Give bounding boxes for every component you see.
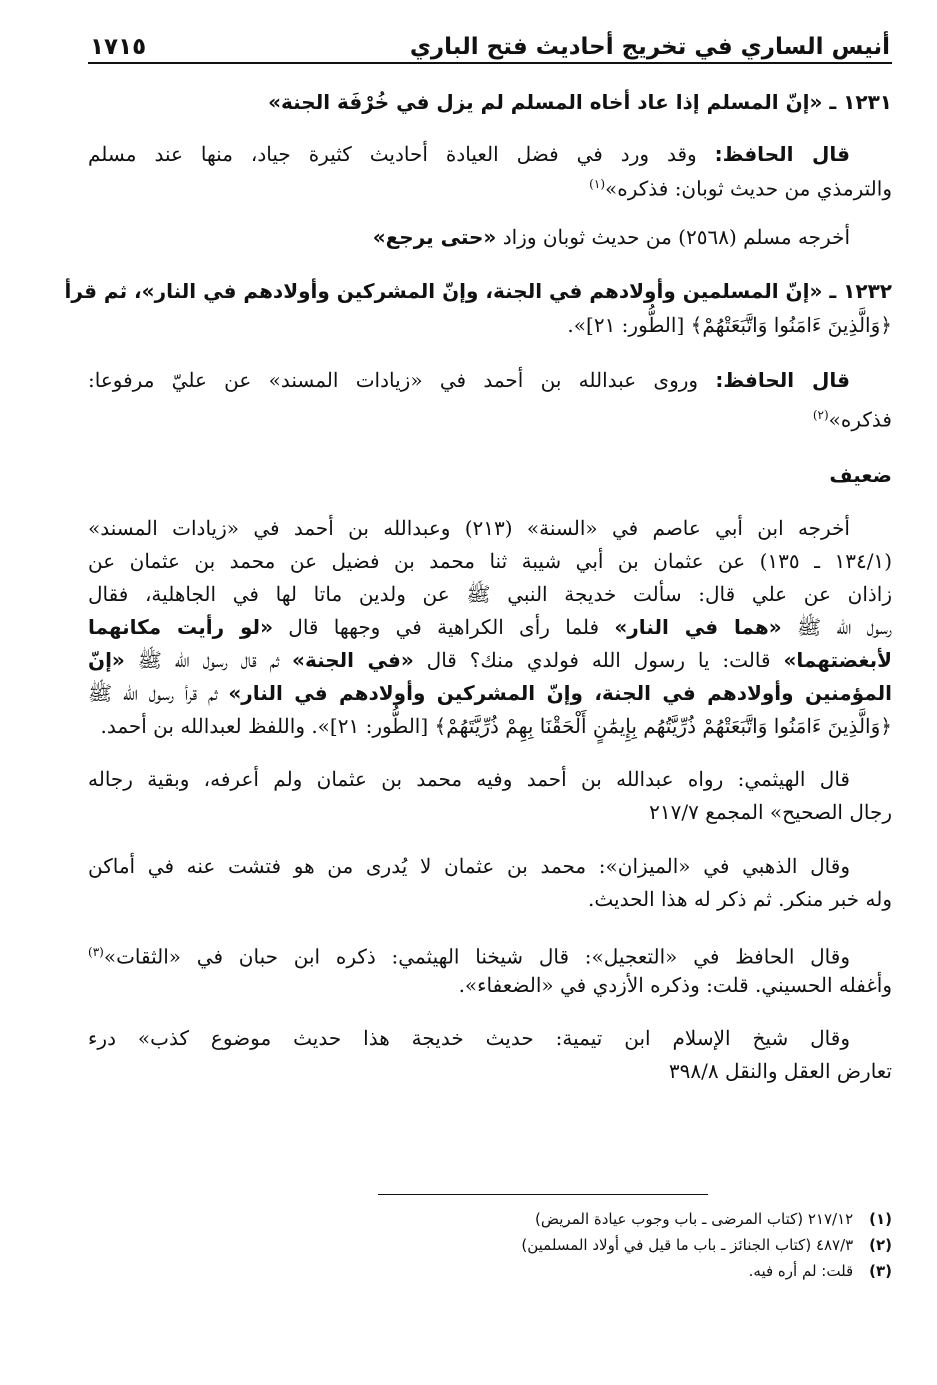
quran-quote-line: ﴿وَالَّذِينَ ءَامَنُوا وَاتَّبَعَتْهُمْ﴾ [الطُّور: ٢١]». [567, 313, 892, 337]
body-line [88, 937, 850, 972]
text-span: فذكره» [828, 407, 892, 432]
footnote-rule [378, 1194, 708, 1195]
text-span: أخرجه مسلم (٢٥٦٨) من حديث ثوبان وزاد [502, 225, 850, 249]
hafiz-label: قال الحافظ: [715, 368, 850, 392]
footnote-number: (٢) [869, 1236, 892, 1254]
footnote [88, 1207, 892, 1231]
text-span: وروى عبدالله بن أحمد في «زيادات المسند» عن عليّ مرفوعا: [88, 368, 699, 392]
text-span: والترمذي من حديث ثوبان: فذكره» [605, 176, 892, 201]
body-line: (١٣٤/١ ـ ١٣٥) عن عثمان بن أبي شيبة ثنا محمد بن فضيل عن محمد بن عثمان عن [88, 549, 892, 573]
takhrij-line [88, 222, 850, 252]
hadith-quote: «هما في النار» [614, 615, 782, 639]
text-span: رسول الله ﷺ [797, 615, 893, 639]
footnote [88, 1233, 892, 1257]
body-line: أخرجه ابن أبي عاصم في «السنة» (٢١٣) وعبدالله بن أحمد في «زيادات المسند» [88, 516, 850, 540]
body-line: قال الهيثمي: رواه عبدالله بن أحمد وفيه محمد بن عثمان ولم أعرفه، وبقية رجاله [88, 767, 850, 791]
hadith-heading-1232: ١٢٣٢ ـ «إنّ المسلمين وأولادهم في الجنة، وإنّ المشركين وأولادهم في النار»، ثم قرأ [64, 279, 892, 303]
header-rule [88, 62, 892, 64]
hadith-quote: «إنّ [88, 648, 125, 672]
book-page [64, 22, 893, 1362]
text-span: ثم قال رسول الله ﷺ [137, 648, 280, 672]
text-span: فلما رأى الكراهية في وجهها قال [288, 615, 600, 639]
hadith-quote: المؤمنين وأولادهم في الجنة، وإنّ المشركين وأولادهم في النار» [228, 681, 892, 705]
body-line: وقال شيخ الإسلام ابن تيمية: حديث خديجة هذا حديث موضوع كذب» درء [88, 1026, 850, 1050]
footnote-number: (٣) [869, 1262, 892, 1280]
footnote-number: (١) [869, 1210, 892, 1228]
body-line [88, 645, 892, 675]
footnote-ref-1: (١) [589, 177, 605, 191]
hadith-quote: «في الجنة» [292, 648, 414, 672]
hadith-heading-1231: ١٢٣١ ـ «إنّ المسلم إذا عاد أخاه المسلم لم يزل في خُرْفَة الجنة» [268, 90, 892, 114]
body-line: وأغفله الحسيني. قلت: وذكره الأزدي في «الضعفاء». [458, 973, 892, 997]
text-span: قالت: يا رسول الله فولدي منك؟ قال [426, 648, 771, 672]
quran-quote-line: ﴿وَالَّذِينَ ءَامَنُوا وَاتَّبَعَتْهُمْ ذُرِّيَّتُهُم بِإِيمَٰنٍ أَلْحَقْنَا بِهِمْ ذُرِّيَّتَهُمْ﴾ [الطُّور: ٢١]». واللفظ لعبدالله بن أحمد. [100, 714, 892, 738]
body-line [88, 169, 892, 204]
body-line: تعارض العقل والنقل ٣٩٨/٨ [668, 1059, 892, 1083]
body-line: وقال الذهبي في «الميزان»: محمد بن عثمان لا يُدرى من هو فتشت عنه في أماكن [88, 854, 850, 878]
page-number: ١٧١٥ [90, 34, 147, 60]
footnote-text: قلت: لم أره فيه. [748, 1262, 854, 1280]
footnote-ref-2: (٢) [812, 408, 829, 422]
hadith-quote: «لو رأيت مكانهما [88, 615, 273, 639]
body-line: وله خبر منكر. ثم ذكر له هذا الحديث. [588, 887, 892, 911]
running-title: أنيس الساري في تخريج أحاديث فتح الباري [409, 34, 890, 60]
body-line [88, 612, 892, 642]
text-span: وقد ورد في فضل العيادة أحاديث كثيرة جياد، منها عند مسلم [88, 142, 697, 166]
footnote-text: ٢١٧/١٢ (كتاب المرضى ـ باب وجوب عيادة المريض) [535, 1210, 854, 1228]
footnote [88, 1259, 892, 1283]
hafiz-comment-line [88, 365, 850, 395]
grading-heading: ضعيف [829, 463, 892, 487]
hafiz-label: قال الحافظ: [714, 142, 850, 166]
body-line: زاذان عن علي قال: سألت خديجة النبي ﷺ عن ولدين ماتا لها في الجاهلية، فقال [88, 582, 892, 606]
hafiz-comment-line [88, 139, 850, 169]
body-line: رجال الصحيح» المجمع ٢١٧/٧ [649, 800, 892, 824]
hadith-quote: لأبغضتهما» [783, 648, 893, 672]
text-span: ثم قرأ رسول الله ﷺ [88, 681, 218, 705]
footnote-text: ٤٨٧/٣ (كتاب الجنائز ـ باب ما قيل في أولاد المسلمين) [521, 1236, 854, 1254]
body-line [88, 678, 892, 708]
hadith-addition: «حتى يرجع» [372, 225, 497, 249]
footnote-ref-3: (٣) [88, 945, 104, 959]
body-line [88, 400, 892, 435]
text-span: وقال الحافظ في «التعجيل»: قال شيخنا الهيثمي: ذكره ابن حبان في «الثقات» [103, 944, 850, 969]
